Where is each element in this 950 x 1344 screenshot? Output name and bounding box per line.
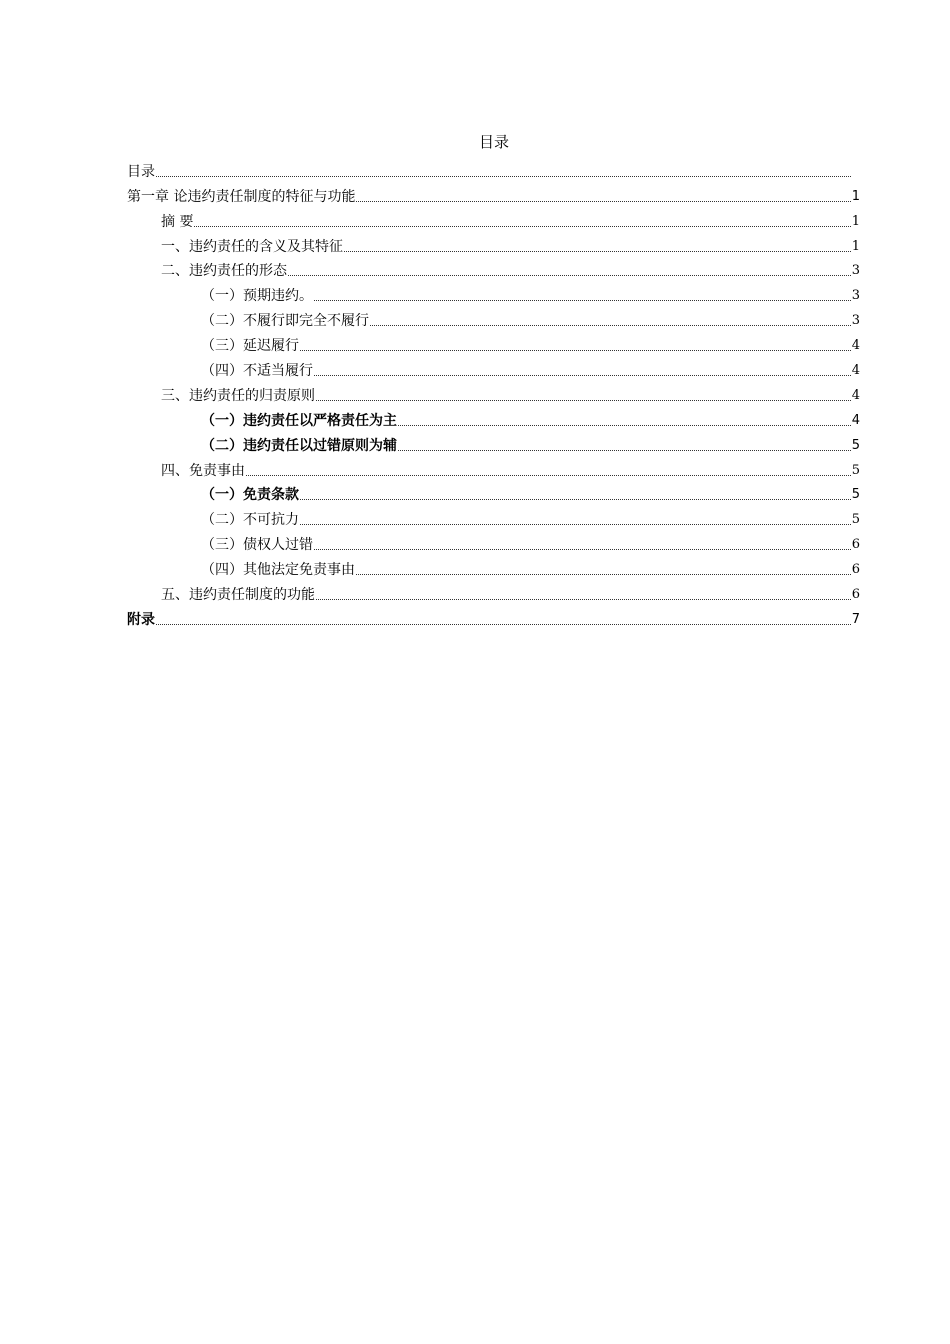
toc-entry-page: 1 xyxy=(851,238,860,254)
toc-entry-title: 附录 xyxy=(127,611,155,628)
toc-dot-leader xyxy=(288,275,851,276)
toc-entry-page: 6 xyxy=(851,562,860,578)
toc-entry-page: 5 xyxy=(851,462,860,478)
toc-entry-page: 4 xyxy=(851,338,860,354)
toc-dot-leader xyxy=(246,475,851,476)
toc-dot-leader xyxy=(314,549,851,550)
toc-entry[interactable] xyxy=(127,206,860,231)
toc-entry[interactable] xyxy=(127,330,860,355)
toc-dot-leader xyxy=(156,624,851,625)
toc-entry-title: （二）不可抗力 xyxy=(201,512,299,529)
toc-entry-title: 四、免责事由 xyxy=(161,462,245,479)
toc-entry[interactable] xyxy=(127,181,860,206)
toc-entry-page: 1 xyxy=(851,188,860,204)
toc-entry-title: （四）不适当履行 xyxy=(201,363,313,380)
toc-entry-page: 4 xyxy=(851,412,860,428)
toc-entry-title: （一）违约责任以严格责任为主 xyxy=(201,412,397,429)
toc-entry[interactable] xyxy=(127,355,860,380)
toc-entry-page: 3 xyxy=(851,263,860,279)
toc-entry-title: 一、违约责任的含义及其特征 xyxy=(161,238,343,255)
toc-dot-leader xyxy=(356,201,850,202)
toc-entry[interactable] xyxy=(127,554,860,579)
toc-dot-leader xyxy=(156,176,851,177)
toc-entry-title: （四）其他法定免责事由 xyxy=(201,562,355,579)
toc-dot-leader xyxy=(300,350,851,351)
toc-dot-leader xyxy=(316,400,851,401)
toc-entry-title: 第一章 论违约责任制度的特征与功能 xyxy=(127,188,356,205)
table-of-contents xyxy=(127,156,860,629)
toc-dot-leader xyxy=(398,425,851,426)
toc-dot-leader xyxy=(316,599,851,600)
toc-entry[interactable] xyxy=(127,380,860,405)
toc-dot-leader xyxy=(370,325,851,326)
toc-entry-page: 5 xyxy=(851,512,860,528)
toc-entry-title: （二）违约责任以过错原则为辅 xyxy=(201,437,397,454)
toc-entry-page: 4 xyxy=(851,387,860,403)
toc-entry-title: （三）延迟履行 xyxy=(201,338,299,355)
toc-dot-leader xyxy=(314,300,851,301)
toc-entry[interactable] xyxy=(127,156,860,181)
toc-entry-title: （二）不履行即完全不履行 xyxy=(201,313,369,330)
page-title: 目录 xyxy=(478,133,509,151)
toc-entry[interactable] xyxy=(127,280,860,305)
toc-entry[interactable] xyxy=(127,579,860,604)
toc-entry-page: 1 xyxy=(851,213,860,229)
toc-entry[interactable] xyxy=(127,455,860,480)
toc-entry-page: 5 xyxy=(851,437,860,453)
toc-dot-leader xyxy=(356,574,851,575)
toc-entry-title: 二、违约责任的形态 xyxy=(161,263,287,280)
toc-entry-title: （三）债权人过错 xyxy=(201,537,313,554)
toc-entry[interactable] xyxy=(127,529,860,554)
toc-entry[interactable] xyxy=(127,430,860,455)
toc-entry[interactable] xyxy=(127,504,860,529)
toc-entry-page: 5 xyxy=(851,487,860,503)
toc-dot-leader xyxy=(398,450,851,451)
toc-entry[interactable] xyxy=(127,256,860,281)
toc-dot-leader xyxy=(314,375,851,376)
toc-entry-page: 4 xyxy=(851,363,860,379)
toc-entry-page: 3 xyxy=(851,288,860,304)
toc-entry-page: 3 xyxy=(851,313,860,329)
toc-entry[interactable] xyxy=(127,405,860,430)
toc-dot-leader xyxy=(344,251,851,252)
toc-entry-page: 6 xyxy=(851,537,860,553)
toc-entry[interactable] xyxy=(127,305,860,330)
toc-entry-title: 摘 要 xyxy=(161,213,194,230)
toc-entry-title: （一）预期违约。 xyxy=(201,288,313,305)
toc-dot-leader xyxy=(300,524,851,525)
toc-entry-title: 三、违约责任的归责原则 xyxy=(161,387,315,404)
toc-dot-leader xyxy=(300,499,851,500)
toc-dot-leader xyxy=(194,226,850,227)
toc-entry[interactable] xyxy=(127,604,860,629)
toc-entry-title: 五、违约责任制度的功能 xyxy=(161,587,315,604)
toc-entry[interactable] xyxy=(127,480,860,505)
toc-entry[interactable] xyxy=(127,231,860,256)
toc-entry-page: 6 xyxy=(851,587,860,603)
toc-entry-page: 7 xyxy=(851,611,860,627)
toc-entry-title: （一）免责条款 xyxy=(201,487,299,504)
toc-entry-title: 目录 xyxy=(127,163,155,180)
